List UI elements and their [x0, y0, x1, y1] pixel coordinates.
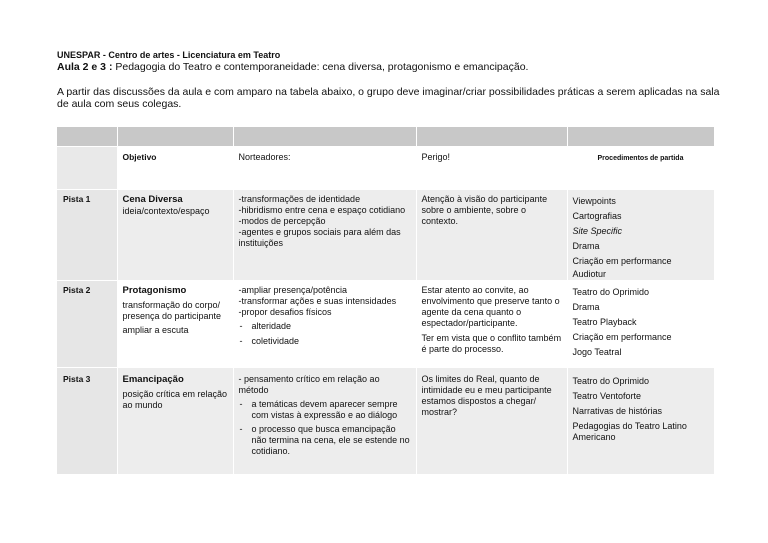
row-label: Pista 1 [57, 190, 117, 281]
perigo-cell [416, 368, 567, 475]
table-row [57, 281, 714, 368]
perigo-cell [416, 190, 567, 281]
guideline-line: - pensamento crítico em relação ao método [238, 374, 380, 395]
guideline-line: -agentes e grupos sociais para além das instituições [238, 227, 401, 248]
danger-text: Os limites do Real, quanto de intimidade eu e meu participante estamos dispostos a chegar/ mostrar? [421, 374, 552, 417]
objetivo-cell [117, 368, 233, 475]
procedure-item: Teatro do Oprimido [572, 287, 650, 297]
procedure-item: Jogo Teatral [572, 347, 622, 357]
objetivo-cell [117, 281, 233, 368]
danger-text: Estar atento ao convite, ao envolvimento que preserve tanto o agente da cena quanto o espectador/participante. [421, 285, 560, 328]
objective-subtitle: transformação do corpo/ presença do participante [122, 300, 222, 321]
procedure-item: Drama [572, 241, 600, 251]
guideline-bullet: - a temáticas devem aparecer sempre com vistas à expressão e ao diálogo [239, 399, 411, 421]
norteadores-cell [233, 281, 416, 368]
objective-title: Emancipação [122, 374, 184, 385]
procedure-item: Viewpoints [572, 196, 616, 206]
procedure-item: Criação em performance [572, 256, 672, 266]
header-procedimentos: Procedimentos de partida [567, 147, 714, 190]
procedure-item: Teatro Ventoforte [572, 391, 642, 401]
objective-subtitle: posição crítica em relação ao mundo [122, 389, 228, 410]
norteadores-cell [233, 190, 416, 281]
row-label: Pista 3 [57, 368, 117, 475]
procedure-item: Audiotur [572, 269, 607, 279]
guideline-line: -transformar ações e suas intensidades [238, 296, 397, 306]
norteadores-cell [233, 368, 416, 475]
institution-line: UNESPAR - Centro de artes - Licenciatura em Teatro [57, 50, 281, 60]
procedure-item: Drama [572, 302, 600, 312]
table-row [57, 190, 714, 281]
document-header [57, 50, 717, 74]
table-row [57, 368, 714, 475]
procedimentos-cell [567, 190, 714, 281]
procedimentos-cell [567, 368, 714, 475]
procedure-item: Teatro Playback [572, 317, 637, 327]
guideline-bullet: - alteridade [239, 321, 411, 332]
objective-title: Protagonismo [122, 285, 187, 296]
danger-text: Atenção à visão do participante sobre o ambiente, sobre o contexto. [421, 194, 548, 226]
procedure-item: Site Specific [572, 226, 623, 236]
header-empty-cell [57, 147, 117, 190]
guideline-bullet: - o processo que busca emancipação não termina na cena, ele se estende no cotidiano. [239, 424, 411, 457]
header-perigo: Perigo! [416, 147, 567, 190]
lesson-title [57, 61, 717, 74]
header-norteadores: Norteadores: [233, 147, 416, 190]
guideline-line: -modos de percepção [238, 216, 326, 226]
lesson-number: Aula 2 e 3 : [57, 61, 113, 73]
perigo-cell [416, 281, 567, 368]
procedure-item: Pedagogias do Teatro Latino Americano [572, 421, 687, 442]
intro-paragraph: A partir das discussões da aula e com amparo na tabela abaixo, o grupo deve imaginar/criar possibilidades práticas a serem aplicadas na sala de aula com seus colegas. [57, 86, 720, 110]
guideline-line: -transformações de identidade [238, 194, 361, 204]
procedure-item: Narrativas de histórias [572, 406, 663, 416]
guideline-line: -hibridismo entre cena e espaço cotidiano [238, 205, 406, 215]
danger-text-2: Ter em vista que o conflito também é parte do processo. [421, 333, 562, 354]
procedimentos-cell [567, 281, 714, 368]
table-header-row [57, 147, 714, 190]
guideline-bullet: - coletividade [239, 336, 411, 347]
procedure-item: Criação em performance [572, 332, 672, 342]
row-label: Pista 2 [57, 281, 117, 368]
objective-subtitle: ideia/contexto/espaço [122, 206, 210, 216]
objetivo-cell [117, 190, 233, 281]
header-objetivo: Objetivo [117, 147, 233, 190]
lesson-topic: Pedagogia do Teatro e contemporaneidade: cena diversa, protagonismo e emancipação. [112, 61, 529, 73]
table-top-bar [57, 127, 714, 147]
activity-table [57, 127, 715, 475]
objective-subtitle-2: ampliar a escuta [122, 325, 189, 335]
procedure-item: Cartografias [572, 211, 622, 221]
procedure-item: Teatro do Oprimido [572, 376, 650, 386]
objective-title: Cena Diversa [122, 194, 183, 205]
guideline-line: -propor desafios físicos [238, 307, 332, 317]
guideline-line: -ampliar presença/potência [238, 285, 348, 295]
